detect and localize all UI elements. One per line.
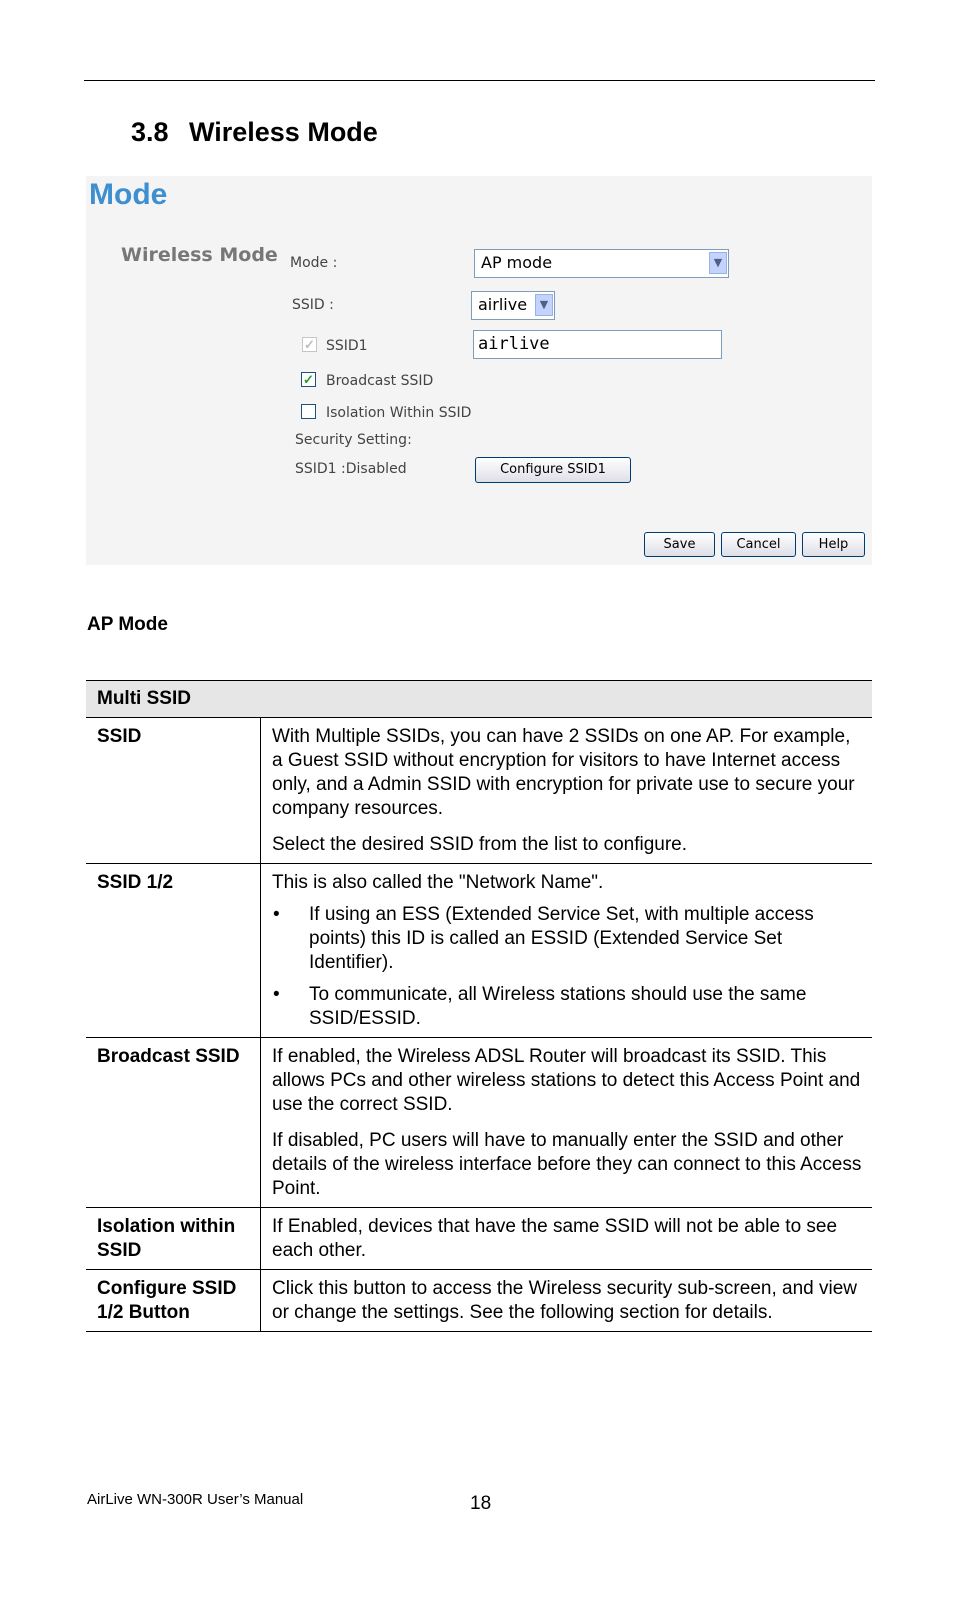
ssid1-input[interactable]: airlive (473, 330, 722, 359)
isolation-checkbox[interactable] (301, 404, 316, 419)
table-row (86, 1208, 872, 1270)
mode-page-title: Mode (89, 178, 168, 211)
ssid1-status: SSID1 :Disabled (295, 461, 407, 477)
table-row (86, 864, 872, 1038)
ssid-select-value: airlive (478, 295, 528, 314)
isolation-label: Isolation Within SSID (326, 405, 472, 421)
mode-select-value: AP mode (481, 253, 553, 272)
help-button[interactable]: Help (802, 532, 865, 557)
row-term: SSID 1/2 (86, 864, 261, 1038)
ssid-label: SSID : (292, 297, 334, 313)
cancel-button[interactable]: Cancel (721, 532, 796, 557)
description-paragraph: If enabled, the Wireless ADSL Router will broadcast its SSID. This allows PCs and other wireless stations to detect this Access Point and use the correct SSID. (272, 1046, 861, 1115)
configure-ssid1-button[interactable]: Configure SSID1 (475, 457, 631, 483)
multi-ssid-table (86, 680, 872, 1332)
row-term: Broadcast SSID (86, 1038, 261, 1208)
row-description (261, 864, 873, 1038)
row-description (261, 1208, 873, 1270)
row-term: Isolation within SSID (86, 1208, 261, 1270)
mode-select[interactable] (474, 249, 729, 278)
bullet-item: • If using an ESS (Extended Service Set, with multiple access points) this ID is called an ESSID (Extended Service Set Identifier). (272, 903, 862, 975)
description-paragraph: This is also called the "Network Name". (272, 872, 604, 893)
description-paragraph: With Multiple SSIDs, you can have 2 SSIDs on one AP. For example, a Guest SSID without encryption for visitors to have Internet access only, and a Admin SSID with encryption for private use to secure your company resources. (272, 726, 855, 819)
section-title: Wireless Mode (189, 117, 378, 147)
row-term: SSID (86, 718, 261, 864)
description-paragraph: Click this button to access the Wireless security sub-screen, and view or change the settings. See the following section for details. (272, 1278, 858, 1323)
table-header: Multi SSID (86, 681, 872, 718)
security-setting-label: Security Setting: (295, 432, 412, 448)
chevron-down-icon[interactable]: ▼ (535, 294, 553, 316)
save-button[interactable]: Save (644, 532, 715, 557)
manual-title-footer: AirLive WN-300R User’s Manual (87, 1491, 304, 1508)
page-number: 18 (470, 1493, 492, 1514)
row-description (261, 1038, 873, 1208)
description-paragraph: If Enabled, devices that have the same SSID will not be able to see each other. (272, 1216, 838, 1261)
description-paragraph: If disabled, PC users will have to manually enter the SSID and other details of the wireless interface before they can connect to this Access Point. (272, 1130, 862, 1199)
ssid1-checkbox: ✓ (302, 337, 317, 352)
header-rule (84, 80, 875, 81)
bullet-item: • To communicate, all Wireless stations should use the same SSID/ESSID. (272, 983, 862, 1031)
bullet-list (272, 903, 862, 1031)
mode-label: Mode : (290, 255, 338, 271)
section-number: 3.8 (131, 117, 169, 147)
broadcast-ssid-checkbox[interactable]: ✓ (301, 372, 316, 387)
ssid1-label: SSID1 (326, 338, 368, 354)
chevron-down-icon[interactable]: ▼ (709, 252, 727, 274)
table-row (86, 718, 872, 864)
wireless-mode-section-label: Wireless Mode (121, 244, 278, 266)
table-row (86, 1038, 872, 1208)
ap-mode-heading: AP Mode (87, 614, 168, 635)
description-paragraph: Select the desired SSID from the list to configure. (272, 834, 688, 855)
mode-screenshot (86, 176, 872, 565)
row-description (261, 1270, 873, 1332)
row-description (261, 718, 873, 864)
ssid-select[interactable] (471, 291, 555, 320)
broadcast-ssid-label: Broadcast SSID (326, 373, 434, 389)
row-term: Configure SSID 1/2 Button (86, 1270, 261, 1332)
section-heading (131, 117, 378, 148)
table-row (86, 1270, 872, 1332)
